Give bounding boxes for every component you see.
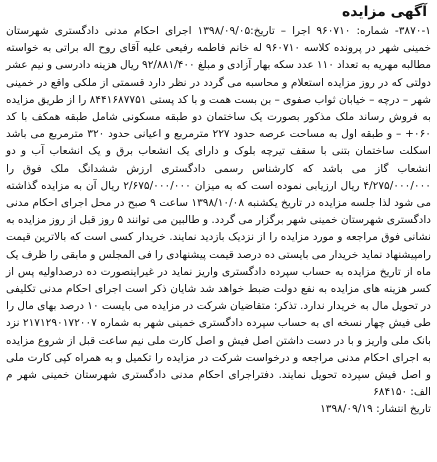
publication-date: تاریخ انتشار: ۱۳۹۸/۰۹/۱۹ (320, 403, 431, 416)
auction-notice (4, 0, 433, 462)
notice-title: آگهی مزایده (341, 4, 427, 20)
notice-body: ۳۸۷۰-۱- شماره: ۹۶۰۷۱۰ اجرا – تاریخ:۱۳۹۸/۰۹/۰۵ اجرای احکام مدنی دادگستری شهرستان خمینی شهر در پرونده کلاسه ۹۶۰۷۱۰ له خانم فاطمه رفیعی علیه آقای روح اله براتی به خواسته مطالبه مهریه به تعداد ۱۱۰ عدد سکه بهار آزادی و مبلغ ۹۲/۸۸۱/۴۰۰ ریال هزینه دادرسی و نیم عشر دولتی که در روز مزایده استعلام و محاسبه می گردد در نظر دارد قسمتی از ملکی واقع در خمینی شهر – درچه – خیابان ثواب صفوی – بن بست همت و با کد پستی ۸۴۴۱۶۸۷۷۵۱ را از طریق مزایده به فروش رساند ملک مذکور بصورت یک ساختمان دو طبقه مسکونی شامل طبقه همکف با کد ۰۶۰+ – و طبقه اول به مساحت عرصه حدود ۲۲۷ مترمربع و اعیانی حدود ۳۲۰ مترمربع می باشد اسکلت ساختمان بتنی با سقف تیرچه بلوک و دارای یک انشعاب برق و یک انشعاب آب و دو انشعاب گاز می باشد که کارشناس رسمی دادگستری ارزش ششدانگ ملک فوق را ۴/۲۷۵/۰۰۰/۰۰۰ ریال ارزیابی نموده است که به میزان ۲/۶۷۵/۰۰۰/۰۰۰ ریال آن به مزایده گذاشته می شود لذا جلسه مزایده در تاریخ یکشنبه ۱۳۹۸/۱۰/۰۸ ساعت ۹ صبح در محل اجرای احکام مدنی دادگستری شهرستان خمینی شهر برگزار می گردد. و طالبین می توانند ۵ روز قبل از روز مزایده به نشانی فوق مراجعه و مورد مزایده را از نزدیک بازدید نمایند. خریدار کسی است که بالاترین قیمت رامپیشنهاد نماید خریدار می بایستی ده درصد قیمت پیشنهادی را فی المجلس و مابقی را ظرف یک ماه از تاریخ مزایده به حساب سپرده دادگستری واریز نماید در غیراینصورت ده درصداولیه پس از کسر هزینه های مزایده به نفع دولت ضبط خواهد شد شایان ذکر است اجرای احکام مدنی تکلیفی در تحویل مال به خریدار ندارد. تذکر: متقاضیان شرکت در مزایده می بایست ۱۰ درصد بهای مال را طی فیش چهار نسخه ای به حساب سپرده دادگستری خمینی شهر به شماره ۲۱۷۱۲۹۰۱۷۲۰۰۷ نزد بانک ملی واریز و با در دست داشتن اصل فیش و اصل کارت ملی نیم ساعت قبل از شروع مزایده به اجرای احکام مدنی مراجعه و درخواست شرکت در مزایده را تکمیل و به همراه کپی کارت ملی و اصل فیش سپرده تحویل نمایند. دفتراجرای احکام مدنی دادگستری شهرستان خمینی شهر م الف: ۶۸۴۱۵۰ (6, 25, 432, 399)
